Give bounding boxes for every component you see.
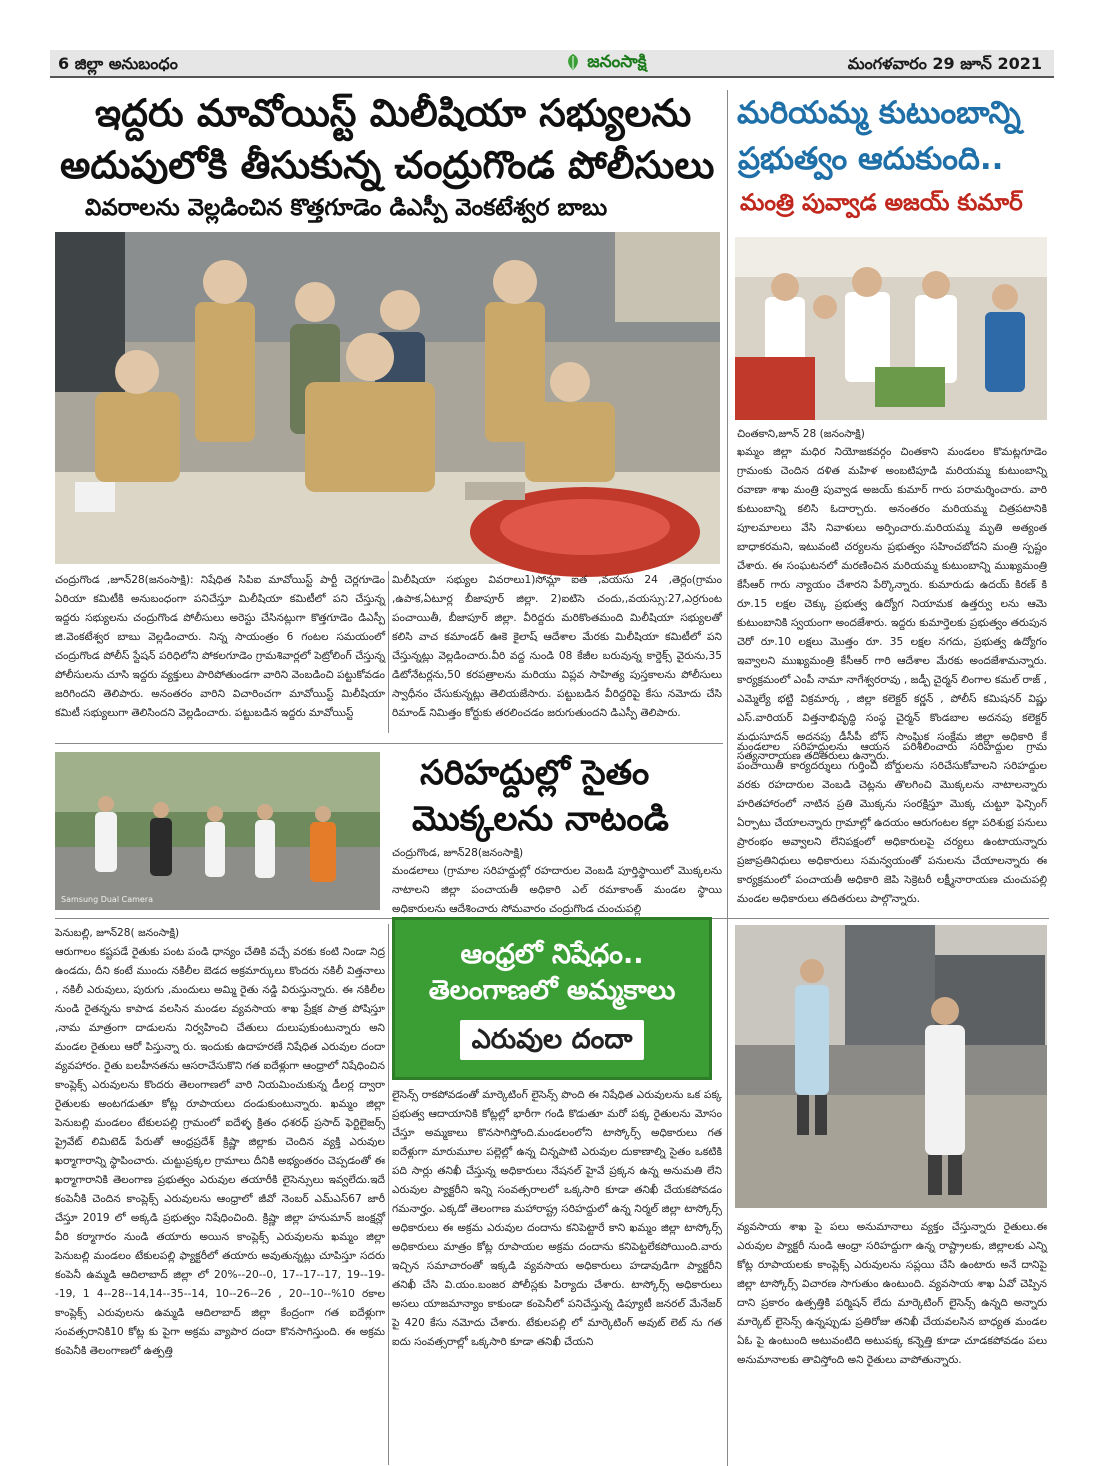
story1-headline-line2: అదుపులోకి తీసుకున్న చంద్రుగొండ పోలీసులు [60, 143, 715, 187]
story4-box-line1: ఆంధ్రలో నిషేధం.. [460, 938, 644, 970]
story3-photo [55, 752, 380, 910]
story2-headline-line2: ప్రభుత్వం ఆదుకుంది.. [738, 141, 1004, 177]
issue-date: మంగళవారం 29 జూన్ 2021 [847, 54, 1042, 73]
story1-column-divider [388, 571, 389, 733]
story4-dateline: పెనుబల్లి, జూన్28( జనంసాక్షి) [55, 927, 180, 939]
police-group-photo-illustration [55, 232, 720, 564]
minister-event-photo-illustration [735, 237, 1047, 420]
story4-photo [735, 925, 1047, 1208]
story4-body-col2: లైసెన్స్ రాకపోవడంతో మార్కెటింగ్ లైసెన్స్ పొంది ఈ నిషేధిత ఎరువులను ఒక పక్క ప్రభుత్వ ఆదాయానికి కోట్లల్లో భారీగా గండి కొడుతూ మరో పక్క రైతులను మోసం చేస్తూ అమ్మకాలు కొనసాగిస్తోంది.మండలంలోని టాస్కోర్స్ అధికారులు గత ఐదేళ్లుగా మారుమూల పల్లెల్లో ఉన్న చిన్నపాటి ఎరువుల దుకాణాల్ని సైతం ఒకటికి పది సార్లు తనిఖీ చేస్తున్న అధికారులు నేషనల్ హైవే ప్రక్కన ఉన్న అనుమతి లేని ఎరువుల ప్యాక్టరీని ఇన్ని సంవత్సరాలలో ఒక్కసారి కూడా తనిఖీ చేయకపోవడం గమనార్హం. ఎక్కడో తెలంగాణ మహారాష్ట్ర సరిహద్దులో ఉన్న నిర్మల్ జిల్లా టాస్కోర్స్ అధికారులు ఈ అక్రమ ఎరువుల దందాను కనిపెట్టారే కాని ఖమ్మం జిల్లా టాస్కోర్స్ అధికారులు మాత్రం కోట్ల రూపాయల అక్రమ దందాను కనిపెట్టలేకపోయింది.వారు ఇచ్చిన సమాచారంతో ఇక్కడి వ్యవసాయ అధికారులు హడావుడిగా ప్యాక్టరీని తనిఖీ చేసి వి.యం.బంజర పోలీస్లకు పిర్యాదు చేశారు. టాస్కోర్స్ అధికారులు అసలు యాజమాన్యాం కాకుండా కంపెనీలో పనిచేస్తున్న డిప్యూటీ జనరల్ మేనేజర్ పై 420 కేసు నమోదు చేశారు. టేకులపల్లి లో మార్కెటింగ్ అవుట్ లెట్ ను గత ఐదు సంవత్సరాల్లో ఒక్కసారి కూడా తనిఖీ చేయని [392, 1089, 722, 1348]
road-inspection-photo-illustration [55, 752, 380, 910]
story3-headline-line2: మొక్కలను నాటండి [412, 799, 669, 839]
masthead [490, 50, 720, 78]
story3-headline-line1: సరిహద్దుల్లో సైతం [420, 753, 650, 793]
masthead-leaf-icon [563, 53, 583, 75]
page-header [50, 50, 1054, 78]
story2-dateline: చింతకాని,జూన్ 28 (జనంసాక్షి) [737, 428, 865, 440]
story1-headline-line1: ఇద్దరు మావోయిస్ట్ మిలీషియా సభ్యులను [95, 91, 692, 135]
story1-subhead: వివరాలను వెల్లడించిన కొత్తగూడెం డిఎస్పీ వెంకటేశ్వర బాబు [85, 195, 608, 221]
story4-box-line2: తెలంగాణలో అమ్మకాలు [428, 975, 676, 1007]
page-number-section: 6 జిల్లా అనుబంధం [58, 54, 178, 73]
story1-body-col1: చంద్రుగొండ ,జూన్28(జనంసాక్షి): నిషేధిత సిపిఐ మావోయిస్ట్ పార్టీ చెర్లగూడెం ఏరియా కమిటీకి అనుబంధంగా పనిచేస్తూ మిలీషియా కమిటీలో పని చేస్తున్న ఇద్దరు సభ్యులను చంద్రుగొండ పోలీసులు అరెస్టు చేసినట్లుగా కొత్తగూడెం డిఎస్పీ జి.వెంకటేశ్వర బాబు వెల్లడించారు. నిన్న సాయంత్రం 6 గంటల సమయంలో చంద్రుగొండ పోలీస్ స్టేషన్ పరిధిలోని పోకలగూడెం గ్రామశివార్లలో పెట్రోలింగ్ చేస్తున్న పోలీసులను చూసి ఇద్దరు వ్యక్తులు పారిపోతుండగా వారిని వెంబడించి పట్టుకోవడం జరిగిందని తెలిపారు. అనంతరం వారిని విచారించగా మావోయిస్ట్ మిలీషియా కమిటీ సభ్యులుగా తెలిసిందని వెల్లడించారు. పట్టుబడిన ఇద్దరు మావోయిస్ట్ [55, 574, 385, 719]
story3-body: మండలాలు (గ్రామాల సరిహద్దుల్లో రహదారుల వెంబడి పూర్తిస్థాయిలో మొక్కలను నాటాలని జిల్లా పంచాయతీ అధికారి ఎల్ రమాకాంత్ మండల స్థాయి అధికారులను ఆదేశించారు సోమవారం చంద్రుగొండ చుంచుపల్లి [392, 865, 722, 915]
story2-headline-line1: మరియమ్మ కుటుంబాన్ని [737, 95, 1021, 131]
story2-body: ఖమ్మం జిల్లా మధిర నియోజకవర్గం చింతకాని మండలం కొమట్లగూడెం గ్రామంకు చెందిన దళిత మహిళ అంబటిపూడి మరియమ్మ కుటుంబాన్ని రవాణా శాఖ మంత్రి పువ్వాడ అజయ్ కుమార్ గారు పరామర్శించారు. వారి కుటుంబాన్ని కలిసి ఓదార్చారు. అనంతరం మరియమ్మ చిత్రపటానికి పూలమాలలు వేసి నివాళులు అర్పించారు.మరియమ్మ మృతి అత్యంత బాధాకరమని, ఇటువంటి చర్యలను ప్రభుత్వం సహించబోదని మంత్రి స్పష్టం చేశారు. ఈ సంఘటనలో మరణించిన మరియమ్మ కుటుంబాన్ని ముఖ్యమంత్రి కేసీఆర్ గారు న్యాయం చేశారని పేర్కొన్నారు. కుమారుడు ఉదయ్ కిరణ్ కి రూ.15 లక్షల చెక్కు ప్రభుత్వ ఉద్యోగ నియామక ఉత్తర్వు లను ఆమె కుటుంబానికి స్వయంగా అందజేశారు. ఇద్దరు కుమార్తెలకు ప్రభుత్వం తరుపున చెరో రూ.10 లక్షలు మొత్తం రూ. 35 లక్షల నగదు, ప్రభుత్వ ఉద్యోగం ఇవ్వాలని ముఖ్యమంత్రి కేసీఆర్ గారి ఆదేశాల మేరకు అందజేశామన్నారు. కార్యక్రమంలో ఎంపీ నామా నాగేశ్వరరావు , జడ్పీ చైర్మన్ లింగాల కమల్ రాజ్ , ఎమ్మెల్యే భట్టి విక్రమార్క , జిల్లా కలెక్టర్ కర్ణన్ , పోలీస్ కమిషనర్ విష్ణు ఎస్.వారియర్ విత్తనాభివృద్ధి సంస్థ చైర్మన్ కొండబాల అదనపు కలెక్టర్ మధుసూదన్ అదనపు డీసీపీ బోస్ సాంఘిక సంక్షేమ జిల్లా అధికారి కే సత్యనారాయణ తదితరులు ఉన్నారు. [737, 446, 1047, 762]
story4-column-divider [388, 924, 389, 1465]
story-separator-rule [55, 743, 723, 744]
story1-photo [55, 232, 720, 564]
fertilizer-factory-photo-illustration [735, 925, 1047, 1208]
camera-watermark: Samsung Dual Camera [61, 895, 153, 904]
story3-dateline: చంద్రుగొండ, జూన్28(జనంసాక్షి) [392, 847, 524, 859]
story1-body-col2: మిలీషియా సభ్యుల వివరాలు1)సోమ్లా ఐత ,వయసు 24 ,తెర్లం(గ్రామం ,ఉపాక,ఏటూర్ల బీజాపూర్ జిల్లా. 2)ఐటిసె చందు,,వయస్సు:27,ఎర్రగుంట పంచాయితీ, బీజాపూర్ జిల్లా. వీరిద్దరు మరికొంతమంది మిలీషియా సభ్యులతో కలిసి వాచ కమాండర్ ఊకె కైలాష్ ఆదేశాల మేరకు మిలీషియా కమిటీలో పని చేస్తున్నట్లు వెల్లడించారు.వీరి వద్ద నుండి 08 కేజీల బరువున్న కార్డెక్స్ వైరును,35 డిటోనేటర్లను,50 కరపత్రాలను మరియు విప్లవ సాహిత్య పుస్తకాలను పోలీసులు స్వాధీనం చేసుకున్నట్లు తెలియజేసారు. పట్టుబడిన వీరిద్దరిపై కేసు నమోదు చేసి రిమాండ్ నిమిత్తం కోర్టుకు తరలించడం జరుగుతుందని డిఎస్పీ తెలిపారు. [392, 574, 722, 719]
story4-headline-box [392, 917, 712, 1080]
masthead-title: జనంసాక్షి [587, 52, 647, 72]
story2-photo [735, 237, 1047, 420]
story4-body-col1: ఆరుగాలం కష్టపడే రైతుకు పంట పండి ధాన్యం చేతికి వచ్చే వరకు కంటి నిండా నిద్ర ఉండదు, దీని కంటే ముందు నకిలీల బెడద అక్రమార్కులు కొందరు నకిలీ విత్తనాలు , నకిలీ ఎరువులు, పురుగు ,మందులు అమ్మి రైతు నడ్డి విరుస్తున్నారు. ఈ నకిలీల నుండి రైతన్నను కాపాడ వలసిన మండల వ్యవసాయ శాఖ ప్రేక్షక పాత్ర పోషిస్తూ ,నామ మాత్రంగా దాడులను నిర్వహించి చేతులు దులుపుకుంటున్నారు అని మండల రైతులు ఆరో పిస్తున్నా రు. ఇందుకు ఉదాహరణే నిషేధిత ఎరువుల దందా వ్యవహారం. రైతు బలహీనతను ఆసరాచేసుకొని గత ఐదేళ్లుగా ఆంధ్రాలో నిషేధించిన కాంప్లెక్స్ ఎరువులను కొందరు తెలంగాణలో వారి నియమించుకున్న డీలర్ల ద్వారా రైతులకు అంటగడుతూ కోట్ల రూపాయలు దండుకుంటున్నారు. ఖమ్మం జిల్లా పెనుబల్లి మండలం టేకులపల్లి గ్రామంలో ఐదేళ్ళ క్రితం ధశరధ్ ప్రసాద్ ఫెర్టిలైజర్స్ ప్రైవేట్ లిమిటెడ్ పేరుతో ఆంధ్రప్రదేశ్ క్రిష్ణా జిల్లాకు చెందిన వ్యక్తి ఎరువుల ఖర్మాగారాన్ని స్థాపించారు. చుట్టుప్రక్కల గ్రామాలు దీనికి అభ్యంతరం చెప్పడంతో ఈ ఖర్మాగారానికి తెలంగాణ ప్రభుత్వం ఎరువుల తయారీకి లైసెన్సులు ఇవ్వలేదు.ఇదే కంపెనీకి చెందిన కాంప్లెక్స్ ఎరువులను ఆంధ్రాలో జీవో నెంబర్ ఎమ్ఎస్67 జారీ చేస్తూ 2019 లో అక్కడి ప్రభుత్వం నిషేధించింది. క్రిష్ణా జిల్లా హనుమాన్ జంక్షన్లో వీరి కర్మాగారం నుండి తయారు అయిన కాంప్లెక్స్ ఎరువులను ఖమ్మం జిల్లా పెనుబల్లి మండలం టేకులపల్లి ఫ్యాక్టరీలో తయారు అవుతున్నట్లు చూపిస్తూ సదరు కంపెనీ ఉమ్మడి ఆదిలాబాద్ జిల్లా లో 20%--20--0, 17--17--17, 19--19--19, 1 4--28--14,14--35--14, 10--26--26 , 20--10--%10 రకాల కాంప్లెక్స్ ఎరువులను ఉమ్మడి ఆదిలాబాద్ జిల్లా కేంద్రంగా గత ఐదేళ్లుగా సంవత్సరానికి10 కోట్ల కు పైగా అక్రమ వ్యాపార దందా కొనసాగిస్తుంది. ఈ అక్రమ కంపెనీకి తెలంగాణలో ఉత్పత్తి [55, 946, 385, 1357]
story2-subhead: మంత్రి పువ్వాడ అజయ్ కుమార్ [740, 190, 1023, 216]
right-column-divider [727, 90, 728, 1466]
story4-body-col3: వ్యవసాయ శాఖ పై పలు అనుమానాలు వ్యక్తం చేస్తున్నారు రైతులు.ఈ ఎరువుల ప్యాక్టరీ నుండి ఆంధ్రా సరిహద్దుగా ఉన్న రాష్ట్రాలకు, జిల్లాలకు ఎన్ని కోట్ల రూపాయలకు కాంప్లెక్స్ ఎరువులను సప్లయి చేసి ఉంటారు అనే దానిపై జిల్లా టాస్కోర్స్ విచారణ సాగుతుం ఉంటుంది. వ్యవసాయ శాఖ ఏవో చెప్పిన దాని ప్రకారం ఉత్పత్తికి పర్మిషన్ లేదు మార్కెటింగ్ లైసెన్స్ ఉన్నది అన్నారు మార్కెట్ లైసెన్స్ ఉన్నప్పుడు ప్రతిరోజు తనిఖీ చేయవలసిన బాధ్యత మండల ఏఓ పై ఉంటుంది అటువంటిది అటుపక్క కన్నెత్తి కూడా చూడకపోవడం పలు అనుమానాలకు తావిస్తోంది అని రైతులు వాపోతున్నారు. [737, 1221, 1047, 1366]
story4-box-line3: ఎరువుల దందా [460, 1020, 645, 1060]
story3-body-continued: మండలాల సరిహద్దులను ఆయన పరిశీలించారు సరిహద్దుల గ్రామ పంచాయితీ కార్యదర్శులు గుర్తించి బోర్డులను సరిచేసుకోవాలని సరిహద్దుల వరకు రహదారుల వెంబడి చెట్లను తొలగించి మొక్కలను నాటాలన్నారు హరితహారంలో నాటిన ప్రతి మొక్కను సంరక్షిస్తూ మొక్క చుట్టూ ఫెన్సింగ్ ఏర్పాటు చేయాలన్నారు గ్రామాల్లో ఉదయం ఆరుగంటల కల్లా పరిశుభ్ర పనులు ప్రారంభం అవ్వాలని లేనిపక్షంలో అధికారులపై చర్యలు ఉంటాయన్నారు ప్రజాప్రతినిధులు అధికారులు సమన్వయంతో పనులను చేయాలన్నారు ఈ కార్యక్రమంలో పంచాయతీ అధికారి జెపి సెక్రెటరీ లక్ష్మీనారాయణ చుంచుపల్లి మండల అధికారులు తదితరులు పాల్గొన్నారు. [737, 741, 1047, 905]
